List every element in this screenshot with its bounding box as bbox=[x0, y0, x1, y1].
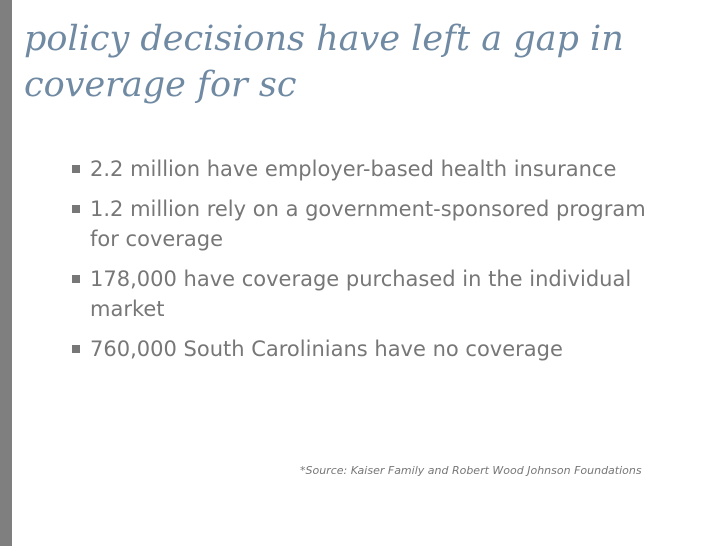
square-bullet-icon bbox=[72, 165, 80, 173]
slide-title: policy decisions have left a gap in coverage for sc bbox=[24, 19, 624, 105]
bullet-item bbox=[72, 154, 672, 184]
left-accent-bar bbox=[0, 0, 12, 546]
bullet-text: 760,000 South Carolinians have no coverage bbox=[90, 337, 563, 361]
square-bullet-icon bbox=[72, 345, 80, 353]
bullet-item bbox=[72, 194, 672, 254]
square-bullet-icon bbox=[72, 275, 80, 283]
bullet-text: 2.2 million have employer-based health insurance bbox=[90, 157, 617, 181]
bullet-text: 1.2 million rely on a government-sponsored program for coverage bbox=[90, 197, 646, 251]
bullet-list bbox=[72, 154, 672, 374]
source-citation: *Source: Kaiser Family and Robert Wood Johnson Foundations bbox=[300, 464, 642, 477]
bullet-item bbox=[72, 264, 672, 324]
bullet-text: 178,000 have coverage purchased in the individual market bbox=[90, 267, 632, 321]
square-bullet-icon bbox=[72, 205, 80, 213]
bullet-item bbox=[72, 334, 672, 364]
